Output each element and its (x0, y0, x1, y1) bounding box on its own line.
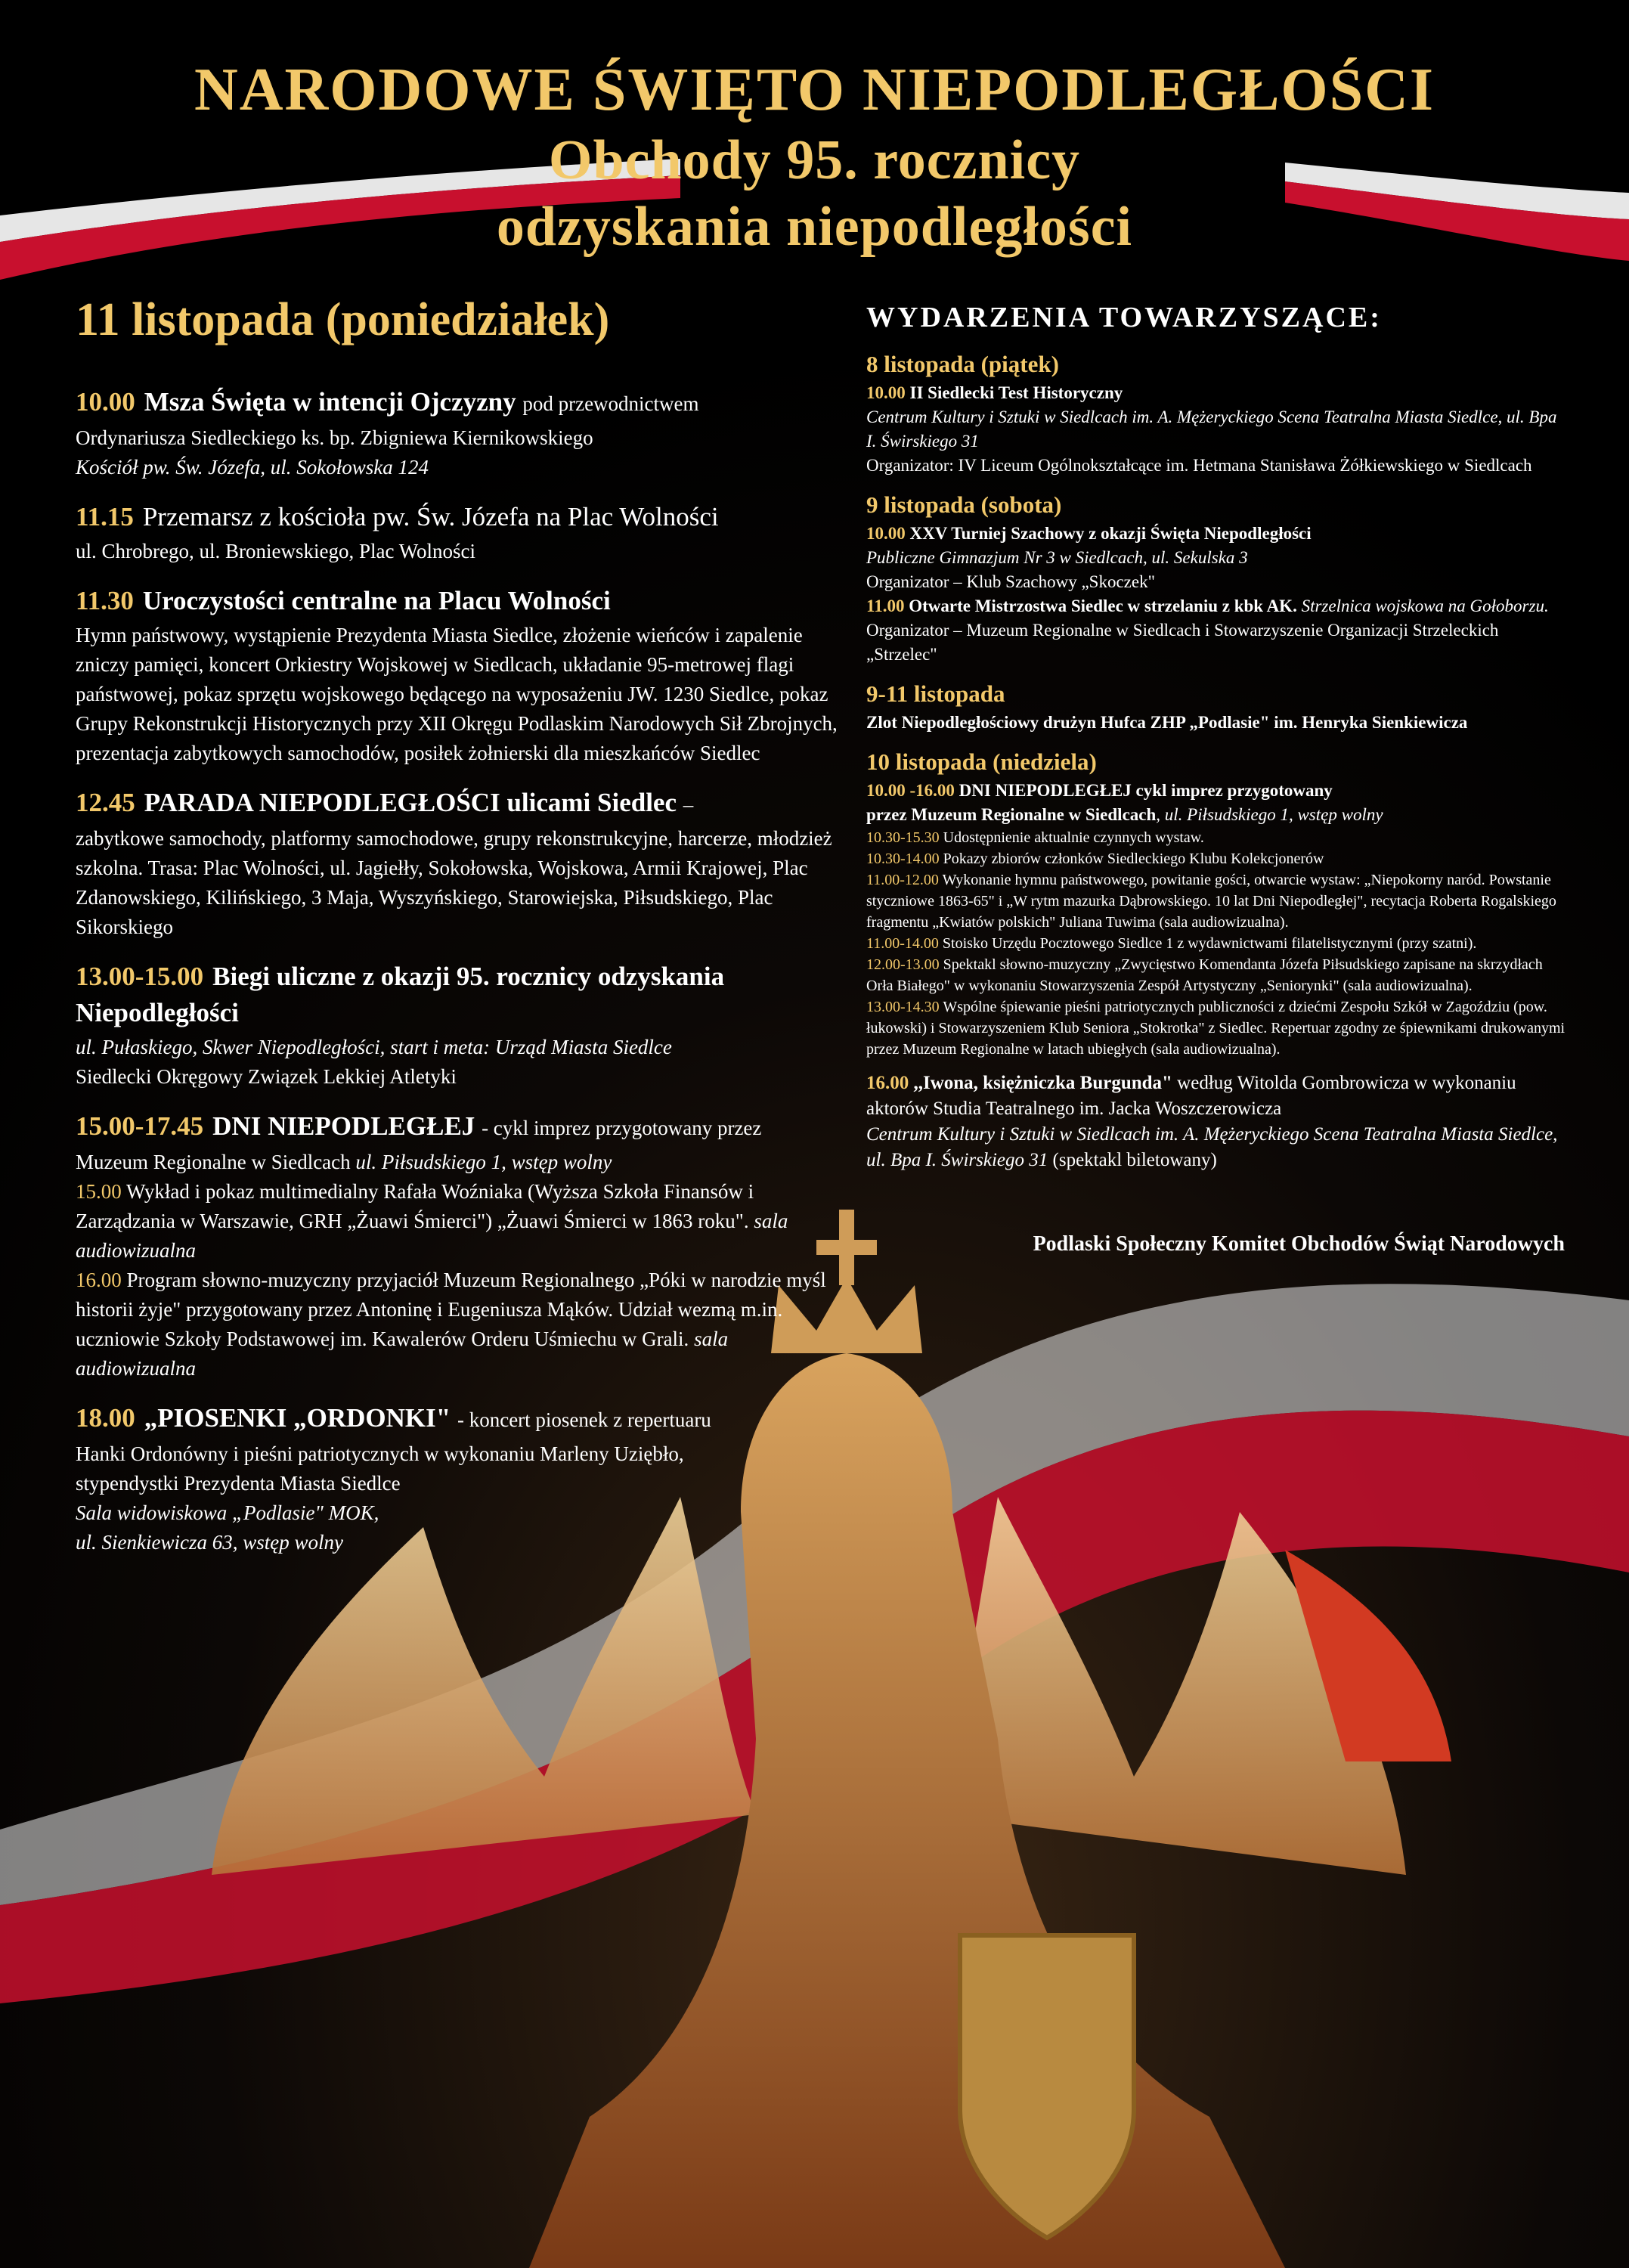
item-text: Spektakl słowno-muzyczny „Zwycięstwo Komendanta Józefa Piłsudskiego zapisane na skrzydłach Orła Białego" w wykonaniu Stowarzyszenia Zespół Artystyczny „Seniorynki" (sala audiowizualna). (866, 956, 1543, 994)
event-1130 (76, 583, 839, 768)
event-description: Hanki Ordonówny i pieśni patriotycznych w wykonaniu Marleny Uziębło, stypendystki Prezydenta Miasta Siedlce (76, 1442, 684, 1495)
side-event-title: ,,Iwona, księżniczka Burgunda" (913, 1073, 1172, 1093)
event-1800 (76, 1400, 839, 1557)
event-title: Przemarsz z kościoła pw. Św. Józefa na Plac Wolności (142, 502, 719, 531)
sub-event-location: sala audiowizualna (76, 1210, 788, 1262)
event-organizer: Muzeum Regionalne w Siedlcach (76, 1151, 351, 1173)
event-1000 (76, 384, 839, 482)
event-1300 (76, 959, 839, 1092)
item-text: Pokazy zbiorów członków Siedleckiego Klubu Kolekcjonerów (943, 850, 1324, 867)
main-program (76, 384, 839, 1574)
event-time: 11.30 (76, 586, 134, 615)
event-description: zabytkowe samochody, platformy samochodowe, grupy rekonstrukcyjne, harcerze, młodzież szkolna. Trasa: Plac Wolności, ul. Jagiełły, Sokołowska, Wojskowa, Armii Krajowej, Plac Zdanowskiego, Kilińskiego, 3 Maja, Wyszyńskiego, Starowiejska, Piłsudskiego, Plac Sikorskiego (76, 827, 832, 938)
sub-event-text: Program słowno-muzyczny przyjaciół Muzeum Regionalnego „Póki w narodzie myśl historii żyje" przygotowany przez Antoninę i Eugeniusza Mąków. Udział wezmą m.in. uczniowie Szkoły Podstawowej im. Kawalerów Orderu Uśmiechu w Grali. (76, 1269, 826, 1350)
event-location: Sala widowiskowa „Podlasie" MOK, (76, 1501, 379, 1524)
event-time: 15.00-17.45 (76, 1111, 204, 1141)
item-time: 13.00-14.30 (866, 999, 940, 1015)
event-title-tail: – (683, 793, 694, 816)
side-event-time: 10.00 -16.00 (866, 781, 955, 800)
event-1245 (76, 785, 839, 942)
list-item (866, 869, 1569, 933)
event-title-tail: - koncert piosenek z repertuaru (457, 1408, 711, 1431)
event-time: 10.00 (76, 387, 135, 417)
event-title: „PIOSENKI „ORDONKI" (144, 1403, 451, 1433)
poster-subtitle-2: odzyskania niepodległości (496, 196, 1133, 258)
event-title: Msza Święta w intencji Ojczyzny (144, 387, 516, 417)
event-title: DNI NIEPODLEGŁEJ (212, 1111, 475, 1141)
side-event-note: (spektakl biletowany) (1052, 1150, 1217, 1170)
sub-event-time: 16.00 (76, 1269, 122, 1291)
event-detail: Ordynariusza Siedleckiego ks. bp. Zbigniewa Kiernikowskiego (76, 426, 593, 449)
event-1500 (76, 1108, 839, 1383)
event-location: ul. Pułaskiego, Skwer Niepodległości, start i meta: Urząd Miasta Siedlce (76, 1036, 672, 1058)
side-event-place: Centrum Kultury i Sztuki w Siedlcach im. A. Mężeryckiego Scena Teatralna Miasta Siedlce, ul. Bpa I. Świrskiego 31 (866, 407, 1557, 451)
event-route: ul. Chrobrego, ul. Broniewskiego, Plac Wolności (76, 540, 476, 562)
item-text: Udostępnienie aktualnie czynnych wystaw. (943, 829, 1204, 846)
organizer-footer: Podlaski Społeczny Komitet Obchodów Świąt Narodowych (1033, 1232, 1565, 1256)
item-text: Wykonanie hymnu państwowego, powitanie gości, otwarcie wystaw: „Niepokorny naród. Powstanie styczniowe 1863-65" i „W rytm mazurka Dąbrowskiego. 10 lat Dni Niepodległej", recytacja Roberta Rogalskiego fragmentu „Kwiatów polskich" Juliana Tuwima (sala audiowizualna). (866, 872, 1556, 931)
event-time: 12.45 (76, 788, 135, 817)
side-event-place: , ul. Piłsudskiego 1, wstęp wolny (1156, 805, 1383, 824)
side-event-time: 11.00 (866, 596, 905, 615)
sub-event-text: Wykład i pokaz multimedialny Rafała Woźniaka (Wyższa Szkoła Finansów i Zarządzania w Warszawie, GRH „Żuawi Śmierci") „Żuawi Śmierci w 1863 roku". (76, 1180, 754, 1232)
list-item (866, 996, 1569, 1060)
side-event-title-2: przez Muzeum Regionalne w Siedlcach (866, 805, 1157, 824)
side-event-title: Otwarte Mistrzostwa Siedlec w strzelaniu z kbk AK. (909, 596, 1297, 615)
event-time: 11.15 (76, 502, 134, 531)
item-time: 11.00-12.00 (866, 872, 939, 888)
poster-header (0, 53, 1629, 260)
event-title: Biegi uliczne z okazji 95. rocznicy odzyskania Niepodległości (76, 962, 725, 1027)
side-event-place: Publiczne Gimnazjum Nr 3 w Siedlcach, ul. Sekulska 3 (866, 548, 1248, 567)
poster-title: NARODOWE ŚWIĘTO NIEPODLEGŁOŚCI (194, 57, 1435, 123)
event-description: Hymn państwowy, wystąpienie Prezydenta Miasta Siedlce, złożenie wieńców i zapalenie zniczy pamięci, koncert Orkiestry Wojskowej w Siedlcach, układanie 95-metrowej flagi państwowej, pokaz sprzętu wojskowego będącego na wyposażeniu JW. 1230 Siedlce, pokaz Grupy Rekonstrukcji Historycznych przy XII Okręgu Podlaskim Narodowych Sił Zbrojnych, prezentacja zabytkowych samochodów, posiłek żołnierski dla mieszkańców Siedlec (76, 624, 838, 764)
side-event-place: Strzelnica wojskowa na Gołoborzu. (1301, 596, 1549, 615)
event-title-tail: - cykl imprez przygotowany przez (482, 1117, 762, 1139)
side-event-title: Zlot Niepodległościowy drużyn Hufca ZHP „Podlasie" im. Henryka Sienkiewicza (866, 713, 1468, 732)
main-day-heading: 11 listopada (poniedziałek) (76, 294, 610, 345)
side-event-detail: według Witolda Gombrowicza w wykonaniu aktorów Studia Teatralnego im. Jacka Woszczerowicza (866, 1073, 1516, 1119)
event-title: Uroczystości centralne na Placu Wolności (142, 586, 611, 615)
item-text: Wspólne śpiewanie pieśni patriotycznych publiczności z dziećmi Zespołu Szkół w Zagoździu (pow. łukowski) i Stowarzyszeniem Klub Seniora „Stokrotka" z Siedlec. Repertuar zgodny ze śpiewnikami drukowanymi przez Muzeum Regionalne w latach ubiegłych (sala audiowizualna). (866, 999, 1566, 1058)
side-event-time: 10.00 (866, 524, 906, 543)
list-item (866, 827, 1569, 848)
side-event-organizer: Organizator – Klub Szachowy „Skoczek" (866, 572, 1155, 591)
side-event-title: DNI NIEPODLEGŁEJ cykl imprez przygotowany (959, 781, 1333, 800)
side-day-2: 9 listopada (sobota) (866, 491, 1062, 518)
item-text: Stoisko Urzędu Pocztowego Siedlce 1 z wydawnictwami filatelistycznymi (przy szatni). (942, 935, 1477, 952)
sub-event-location: sala audiowizualna (76, 1328, 729, 1380)
event-title: PARADA NIEPODLEGŁOŚCI ulicami Siedlec (144, 788, 677, 817)
side-event-place: Centrum Kultury i Sztuki w Siedlcach im. A. Mężeryckiego Scena Teatralna Miasta Siedlce, ul. Bpa I. Świrskiego 31 (866, 1124, 1558, 1170)
side-day-3: 9-11 listopada (866, 680, 1005, 707)
event-title-tail: pod przewodnictwem (522, 392, 699, 415)
sub-event-time: 15.00 (76, 1180, 122, 1203)
side-event-title: II Siedlecki Test Historyczny (909, 383, 1123, 402)
side-day-1: 8 listopada (piątek) (866, 351, 1059, 377)
list-item (866, 933, 1569, 954)
event-time: 18.00 (76, 1403, 135, 1433)
poster-subtitle-1: Obchody 95. rocznicy (548, 129, 1081, 191)
side-day-4: 10 listopada (niedziela) (866, 748, 1097, 775)
list-item (866, 848, 1569, 869)
side-events (866, 302, 1569, 1173)
side-events-heading: WYDARZENIA TOWARZYSZĄCE: (866, 302, 1382, 333)
item-time: 11.00-14.00 (866, 935, 939, 952)
event-location: ul. Piłsudskiego 1, wstęp wolny (355, 1151, 612, 1173)
list-item (866, 954, 1569, 996)
event-1115 (76, 499, 839, 566)
item-time: 10.30-14.00 (866, 850, 940, 867)
side-event-time: 10.00 (866, 383, 906, 402)
item-time: 12.00-13.00 (866, 956, 940, 973)
item-time: 10.30-15.30 (866, 829, 940, 846)
side-event-time: 16.00 (866, 1073, 909, 1093)
side-event-title: XXV Turniej Szachowy z okazji Święta Niepodległości (909, 524, 1312, 543)
side-event-organizer: Organizator – Muzeum Regionalne w Siedlcach i Stowarzyszenie Organizacji Strzeleckich „Strzelec" (866, 621, 1499, 664)
side-event-organizer: Organizator: IV Liceum Ogólnokształcące im. Hetmana Stanisława Żółkiewskiego w Siedlcach (866, 456, 1532, 475)
event-time: 13.00-15.00 (76, 962, 204, 991)
event-location: Kościół pw. Św. Józefa, ul. Sokołowska 124 (76, 456, 429, 479)
event-address: ul. Sienkiewicza 63, wstęp wolny (76, 1531, 343, 1554)
side-day-4-items (866, 827, 1569, 1060)
event-organizer: Siedlecki Okręgowy Związek Lekkiej Atletyki (76, 1065, 457, 1088)
